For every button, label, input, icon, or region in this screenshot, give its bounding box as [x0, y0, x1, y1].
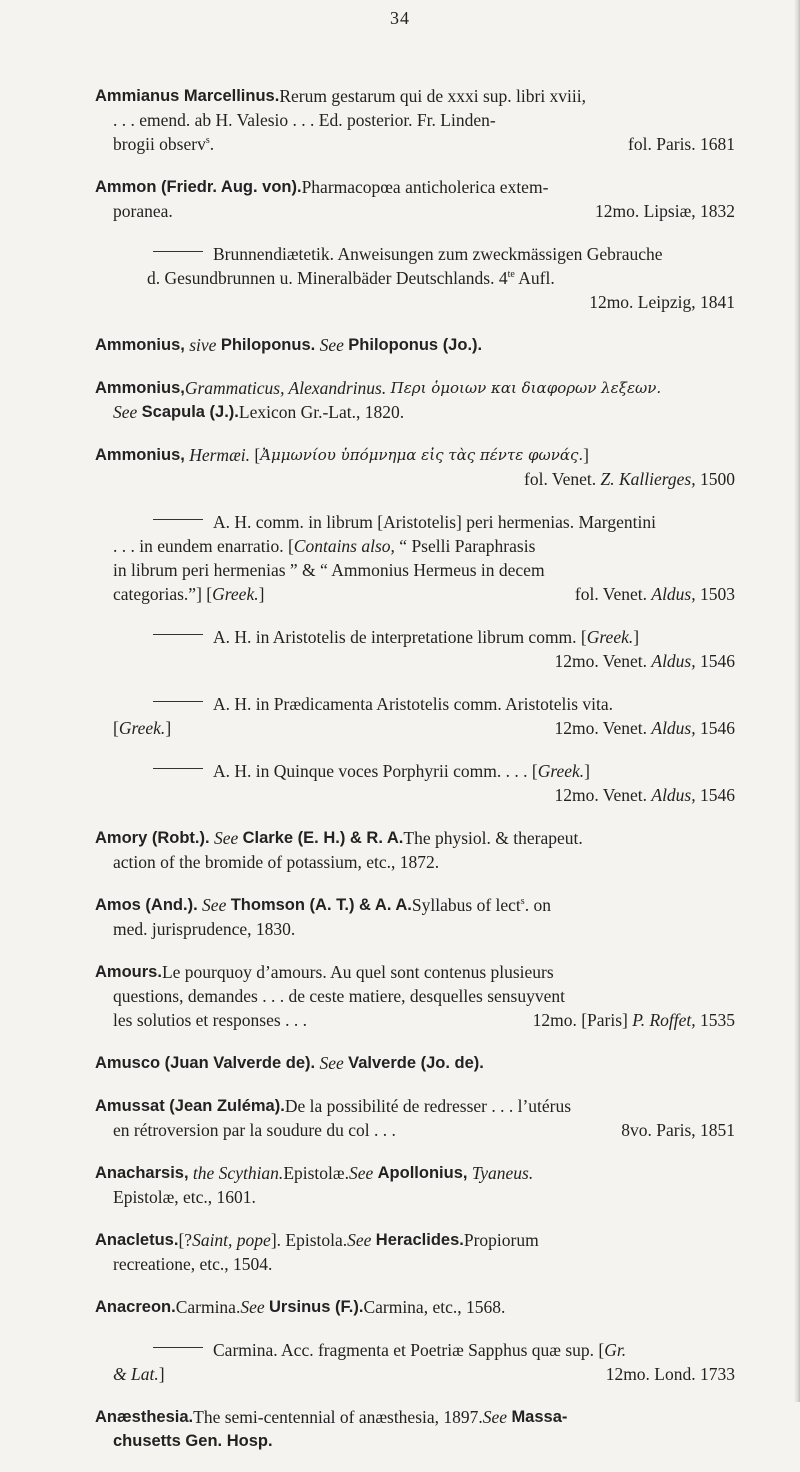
- heading: Anæsthesia.: [95, 1408, 194, 1426]
- heading: Ammianus Marcellinus.: [95, 87, 280, 105]
- catalogue-entries: [95, 84, 735, 1472]
- repeat-dash: [153, 251, 203, 252]
- repeat-dash: [153, 519, 203, 520]
- page-number: 34: [390, 8, 410, 28]
- heading: Amours.: [95, 963, 162, 981]
- entry-amusco: Amusco (Juan Valverde de). See Valverde (Jo. de).: [95, 1053, 484, 1073]
- entry-ammon: Ammon (Friedr. Aug. von). Pharmacopœa anticholerica extem- poranea. 12mo. Lipsiæ, 1832: [95, 177, 735, 221]
- heading: Amussat (Jean Zuléma).: [95, 1097, 285, 1115]
- entry-ammonius-philoponus: Ammonius, sive Philoponus. See Philoponus (Jo.).: [95, 335, 483, 355]
- entry-ammonius-hermaei: Ammonius, Hermæi. [ Ἀμμωνίου ὑπόμνημα εἰς τὰς πέντε φωνάς. ] fol. Venet. Z. Kallierges, 1500: [95, 445, 735, 489]
- entry-amos: Amos (And.). See Thomson (A. T.) & A. A. Syllabus of lect$^s$. on med. jurisprudence, 1830.: [95, 895, 551, 939]
- entry-ammonius-de-interpretatione: A. H. in Aristotelis de interpretatione librum comm. [Greek.] 12mo. Venet. Aldus, 1546: [95, 625, 735, 673]
- heading: Ammonius,: [95, 379, 185, 397]
- heading: Ammonius,: [95, 336, 185, 354]
- heading: Amos (And.).: [95, 896, 198, 914]
- entry-anacletus: Anacletus. [? Saint, pope ]. Epistola. See Heraclides. Propiorum recreatione, etc., 1504.: [95, 1230, 539, 1274]
- heading: Amory (Robt.).: [95, 829, 210, 847]
- heading: Amusco (Juan Valverde de).: [95, 1054, 316, 1072]
- entry-ammonius-grammaticus: Ammonius, Grammaticus, Alexandrinus. Περι ὁμοιων και διαφορων λεξεων. See Scapula (J.). Lexicon Gr.-Lat., 1820.: [95, 378, 662, 422]
- entry-amours: Amours. Le pourquoy d’amours. Au quel sont contenus plusieurs questions, demandes . . . de ceste matiere, desquelles sensuyvent les solutios et responses . . . 12mo. [Paris] P. Roffet, 1535: [95, 962, 735, 1030]
- entry-amussat: Amussat (Jean Zuléma). De la possibilité de redresser . . . l’utérus en rétroversion par la soudure du col . . . 8vo. Paris, 1851: [95, 1096, 735, 1140]
- repeat-dash: [153, 701, 203, 702]
- heading: Anacharsis,: [95, 1164, 189, 1182]
- heading: Ammonius,: [95, 446, 185, 464]
- entry-ammon-brunnendiaetetik: Brunnendiætetik. Anweisungen zum zweckmässigen Gebrauche d. Gesundbrunnen u. Mineralbäder Deutschlands. $4^{te}$ Aufl. 12mo. Leipzig, 1841: [147, 244, 735, 312]
- entry-ammonius-peri-hermenias: A. H. comm. in librum [Aristotelis] peri hermenias. Margentini . . . in eundem enarratio. [Contains also, “ Pselli Paraphrasis in librum peri hermenias ” & “ Ammonius Hermeus in decem categorias.”] [Greek.] fol. Venet. Aldus, 1503: [113, 512, 735, 604]
- entry-anacharsis: Anacharsis, the Scythian. Epistolæ. See Apollonius, Tyaneus. Epistolæ, etc., 1601.: [95, 1163, 534, 1207]
- repeat-dash: [153, 768, 203, 769]
- repeat-dash: [153, 634, 203, 635]
- entry-anaesthesia: Anæsthesia. The semi-centennial of anæsthesia, 1897. See Massa- chusetts Gen. Hosp.: [95, 1407, 568, 1450]
- heading: Anacletus.: [95, 1231, 179, 1249]
- entry-anacreon-carmina: Carmina. Acc. fragmenta et Poetriæ Sapphus quæ sup. [Gr. & Lat.] 12mo. Lond. 1733: [113, 1340, 735, 1384]
- repeat-dash: [153, 1347, 203, 1348]
- entry-ammonius-quinque-voces: A. H. in Quinque voces Porphyrii comm. . . . [Greek.] 12mo. Venet. Aldus, 1546: [95, 759, 735, 807]
- entry-anacreon: Anacreon. Carmina. See Ursinus (F.). Carmina, etc., 1568.: [95, 1297, 506, 1317]
- entry-amory: Amory (Robt.). See Clarke (E. H.) & R. A. The physiol. & therapeut. action of the bromide of potassium, etc., 1872.: [95, 828, 583, 872]
- entry-ammonius-praedicamenta: A. H. in Prædicamenta Aristotelis comm. Aristotelis vita. [Greek.] 12mo. Venet. Aldus, 1546: [113, 694, 735, 738]
- entry-ammianus: Ammianus Marcellinus. Rerum gestarum qui de xxxi sup. libri xviii, . . . emend. ab H. Valesio . . . Ed. posterior. Fr. Linden- brogii observ$^s$. fol. Paris. 1681: [95, 86, 735, 154]
- page-edge-shadow: [794, 0, 800, 1402]
- heading: Anacreon.: [95, 1298, 176, 1316]
- heading: Ammon (Friedr. Aug. von).: [95, 178, 302, 196]
